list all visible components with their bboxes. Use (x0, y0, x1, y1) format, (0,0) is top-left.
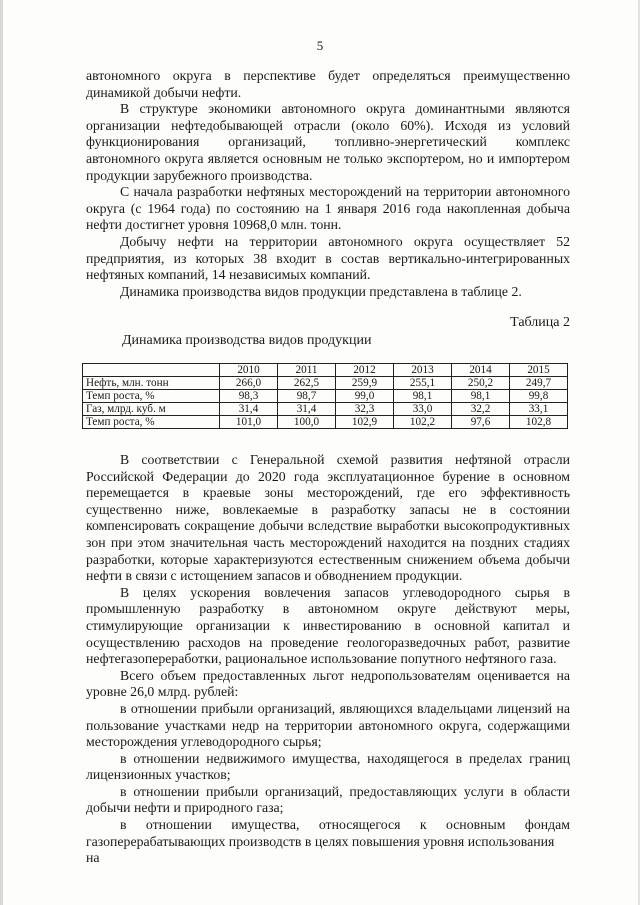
row-label: Газ, млрд. куб. м (83, 403, 220, 416)
table-cell: 249,7 (510, 377, 568, 390)
table-cell: 266,0 (220, 377, 278, 390)
table-cell: 262,5 (278, 377, 336, 390)
paragraph: в отношении недвижимого имущества, находящегося в пределах границ лицензионных участков; (86, 750, 570, 783)
paragraph: С начала разработки нефтяных месторождений на территории автономного округа (с 1964 года) по состоянию на 1 января 2016 года накопленная добыча нефти достигнет уровня 10968,0 млн. тонн. (86, 184, 570, 233)
table-cell: 255,1 (394, 377, 452, 390)
table-row (83, 416, 568, 429)
year-header: 2010 (220, 364, 278, 377)
page-number: 5 (316, 38, 324, 53)
table-cell: 97,6 (452, 416, 510, 429)
table-cell: 31,4 (220, 403, 278, 416)
text-block-top (86, 68, 570, 300)
paragraph: Динамика производства видов продукции представлена в таблице 2. (120, 283, 522, 299)
row-label: Нефть, млн. тонн (83, 377, 220, 390)
text-block-bottom (86, 452, 570, 867)
paragraph: Добычу нефти на территории автономного округа осуществляет 52 предприятия, из которых 38 входит в состав вертикально-интегрированных нефтяных компаний, 14 независимых компаний. (86, 233, 570, 283)
table-cell: 31,4 (278, 403, 336, 416)
table-cell: 99,0 (336, 390, 394, 403)
table-cell: 100,0 (278, 416, 336, 429)
table-title: Динамика производства видов продукции (122, 333, 372, 348)
production-table (82, 363, 568, 429)
table-row (83, 403, 568, 416)
paragraph: автономного округа в перспективе будет определяться преимущественно динамикой добычи нефти. (86, 68, 570, 100)
table-row (83, 390, 568, 403)
paragraph: в отношении прибыли организаций, являющихся владельцами лицензий на пользование участками недр на территории автономного округа, содержащими месторождения углеводородного сырья; (86, 700, 570, 750)
row-label: Темп роста, % (83, 390, 220, 403)
row-label: Темп роста, % (83, 416, 220, 429)
year-header: 2012 (336, 364, 394, 377)
paragraph: Всего объем предоставленных льгот недропользователям оценивается на уровне 26,0 млрд. рублей: (86, 667, 570, 700)
table-cell: 250,2 (452, 377, 510, 390)
table-cell: 32,3 (336, 403, 394, 416)
paragraph: В структуре экономики автономного округа доминантными являются организации нефтедобывающей отрасли (около 60%). Исходя из условий функционирования организаций, топливно-энергетический комплекс автономного округа является основным не только экспортером, но и импортером продукции зарубежного производства. (86, 101, 570, 183)
paragraph: В целях ускорения вовлечения запасов углеводородного сырья в промышленную разработку в автономном округе действуют меры, стимулирующие организации к инвестированию в основной капитал и осуществлению расходов на проведение геологоразведочных работ, развитие нефтегазопереработки, рациональное использование попутного нефтяного газа. (86, 584, 570, 667)
table-cell: 102,2 (394, 416, 452, 429)
table-cell: 98,1 (394, 390, 452, 403)
table-cell: 98,1 (452, 390, 510, 403)
table-cell: 99,8 (510, 390, 568, 403)
year-header: 2013 (394, 364, 452, 377)
table-cell: 102,9 (336, 416, 394, 429)
table-cell: 259,9 (336, 377, 394, 390)
paragraph: В соответствии с Генеральной схемой развития нефтяной отрасли Российской Федерации до 2020 года эксплуатационное бурение в основном перемещается в краевые зоны месторождений, где его эффективность существенно ниже, вовлекаемые в разработку запасы не в состоянии компенсировать сокращение добычи вследствие выработки высокопродуктивных зон при этом значительная часть месторождений находится на поздних стадиях разработки, которые характеризуются естественным снижением объема добычи нефти в связи с истощением запасов и обводнением продукции. (86, 452, 570, 584)
table-cell: 32,2 (452, 403, 510, 416)
page-edge-left (0, 0, 3, 905)
table-cell: 98,3 (220, 390, 278, 403)
table-label: Таблица 2 (510, 315, 570, 330)
paragraph: в отношении прибыли организаций, предоставляющих услуги в области добычи нефти и природного газа; (86, 783, 570, 816)
table-cell: 101,0 (220, 416, 278, 429)
header-corner-cell (83, 364, 220, 377)
paragraph: на (86, 850, 100, 866)
table-cell: 102,8 (510, 416, 568, 429)
table-cell: 33,1 (510, 403, 568, 416)
table-header-row (83, 364, 568, 377)
year-header: 2015 (510, 364, 568, 377)
table-cell: 98,7 (278, 390, 336, 403)
year-header: 2011 (278, 364, 336, 377)
table-cell: 33,0 (394, 403, 452, 416)
paragraph: в отношении имущества, относящегося к основным фондам газоперерабатывающих производств в целях повышения уровня использования (86, 817, 570, 849)
table-row (83, 377, 568, 390)
year-header: 2014 (452, 364, 510, 377)
